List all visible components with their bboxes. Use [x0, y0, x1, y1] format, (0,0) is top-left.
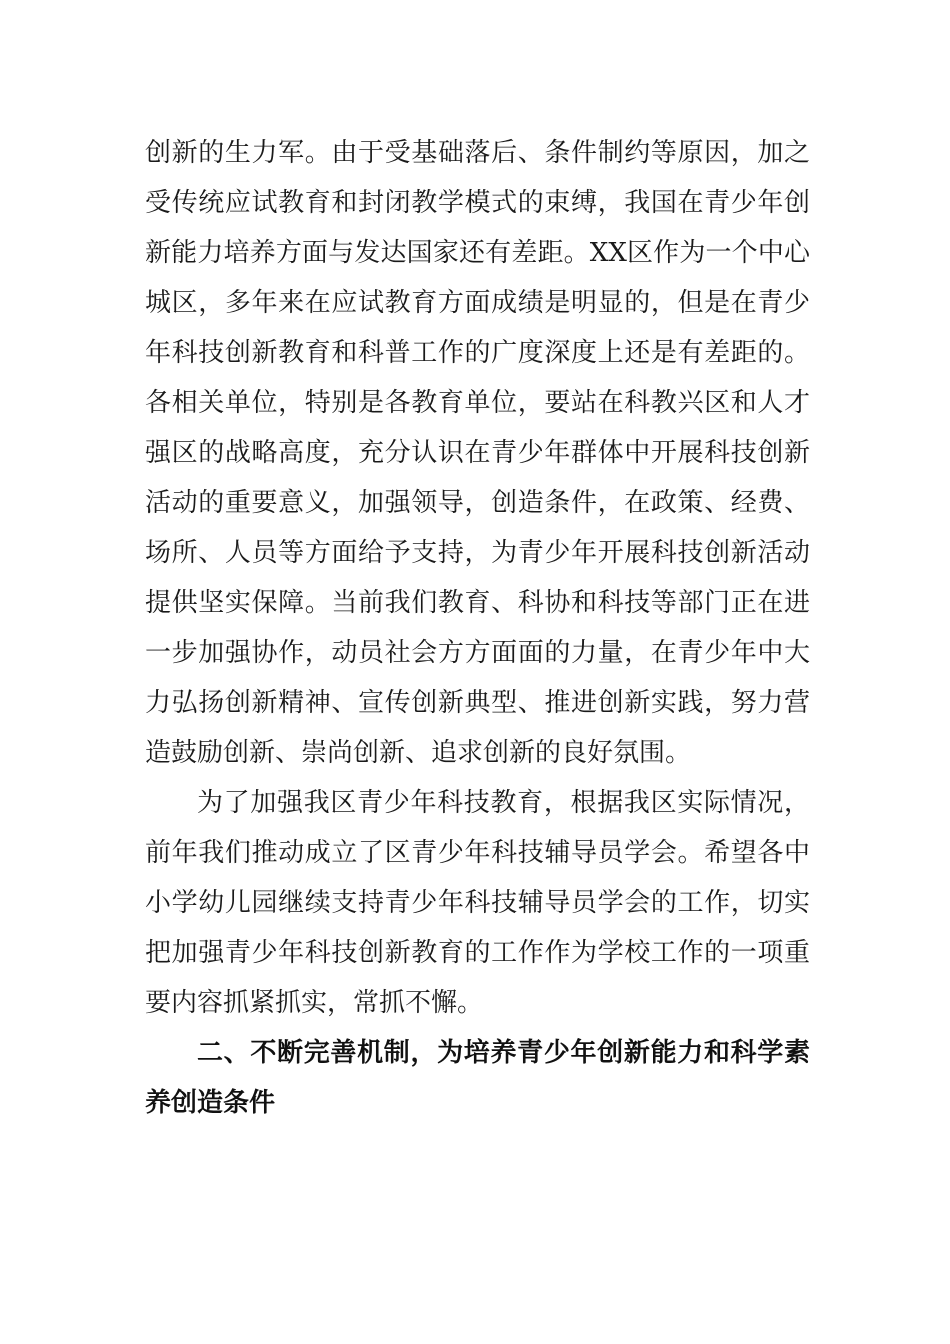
paragraph-line: 场所、人员等方面给予支持，为青少年开展科技创新活动 — [145, 538, 810, 568]
paragraph-line: 年科技创新教育和科普工作的广度深度上还是有差距的。 — [145, 338, 810, 368]
heading-line: 二、不断完善机制，为培养青少年创新能力和科学素 — [197, 1038, 810, 1068]
paragraph-2 — [145, 778, 810, 1028]
paragraph-line: 力弘扬创新精神、宣传创新典型、推进创新实践，努力营 — [145, 688, 810, 718]
paragraph-line: 创新的生力军。由于受基础落后、条件制约等原因，加之 — [145, 138, 810, 168]
paragraph-line: 把加强青少年科技创新教育的工作作为学校工作的一项重 — [145, 938, 810, 968]
paragraph-line: 新能力培养方面与发达国家还有差距。XX区作为一个中心 — [145, 238, 810, 268]
heading-line: 养创造条件 — [145, 1088, 276, 1118]
paragraph-line: 城区，多年来在应试教育方面成绩是明显的，但是在青少 — [145, 288, 810, 318]
paragraph-line: 要内容抓紧抓实，常抓不懈。 — [145, 988, 484, 1018]
section-heading — [145, 1028, 810, 1128]
paragraph-line: 小学幼儿园继续支持青少年科技辅导员学会的工作，切实 — [145, 888, 810, 918]
paragraph-line: 造鼓励创新、崇尚创新、追求创新的良好氛围。 — [145, 738, 692, 768]
paragraph-line: 为了加强我区青少年科技教育，根据我区实际情况， — [197, 788, 810, 818]
paragraph-line: 提供坚实保障。当前我们教育、科协和科技等部门正在进 — [145, 588, 810, 618]
paragraph-line: 各相关单位，特别是各教育单位，要站在科教兴区和人才 — [145, 388, 810, 418]
paragraph-line: 前年我们推动成立了区青少年科技辅导员学会。希望各中 — [145, 838, 810, 868]
paragraph-line: 受传统应试教育和封闭教学模式的束缚，我国在青少年创 — [145, 188, 810, 218]
paragraph-1 — [145, 128, 810, 778]
paragraph-line: 一步加强协作，动员社会方方面面的力量，在青少年中大 — [145, 638, 810, 668]
paragraph-line: 活动的重要意义，加强领导，创造条件，在政策、经费、 — [145, 488, 810, 518]
paragraph-line: 强区的战略高度，充分认识在青少年群体中开展科技创新 — [145, 438, 810, 468]
